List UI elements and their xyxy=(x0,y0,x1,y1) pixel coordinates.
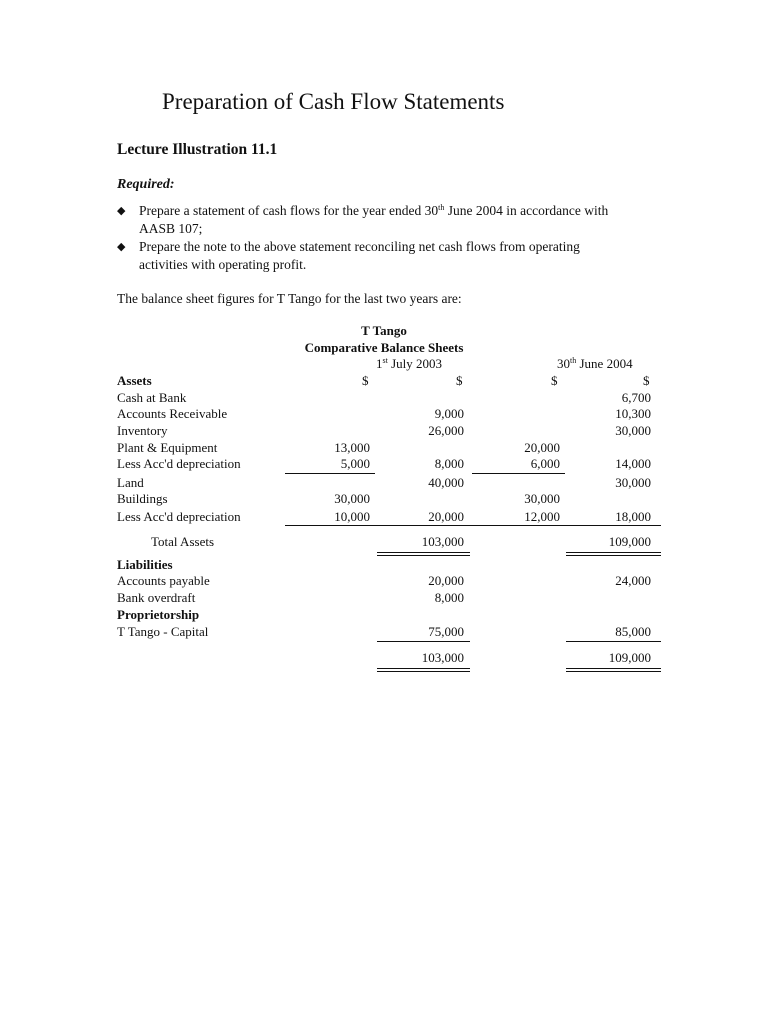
grand-total-2004: 109,000 xyxy=(608,650,651,665)
row-label: Less Acc'd depreciation xyxy=(117,456,241,471)
row-value: 10,300 xyxy=(615,406,651,421)
row-value: 30,000 xyxy=(615,475,651,490)
row-value: 24,000 xyxy=(615,573,651,588)
entity-name: T Tango xyxy=(361,323,407,338)
row-value: 9,000 xyxy=(434,406,464,421)
section-liabilities: Liabilities xyxy=(117,557,173,572)
row-value: 13,000 xyxy=(334,440,370,455)
row-value: 20,000 xyxy=(428,509,464,524)
table-heading: Comparative Balance Sheets xyxy=(304,340,464,355)
double-rule xyxy=(377,552,470,553)
underline-rule xyxy=(285,473,375,474)
underline-rule xyxy=(472,473,565,474)
bullet-1-line-2: AASB 107; xyxy=(139,221,203,236)
row-value: 5,000 xyxy=(340,456,370,471)
row-value: 12,000 xyxy=(524,509,560,524)
row-value: 10,000 xyxy=(334,509,370,524)
row-label: Land xyxy=(117,475,144,490)
lecture-illustration-heading: Lecture Illustration 11.1 xyxy=(117,141,278,158)
bullet-1-line-1: Prepare a statement of cash flows for the year ended 30th June 2004 in accordance with xyxy=(139,203,609,218)
underline-rule xyxy=(566,641,661,642)
row-value: 18,000 xyxy=(615,509,651,524)
column-date-2004: 30th June 2004 xyxy=(557,356,633,371)
row-label: Inventory xyxy=(117,423,168,438)
bullet-2-line-1: Prepare the note to the above statement reconciling net cash flows from operating xyxy=(139,239,580,254)
double-rule xyxy=(566,671,661,672)
total-assets-label: Total Assets xyxy=(151,534,215,549)
double-rule xyxy=(377,555,470,556)
currency-col-2: $ xyxy=(456,373,463,388)
section-assets: Assets xyxy=(117,373,152,388)
row-value: 26,000 xyxy=(428,423,464,438)
row-value: 75,000 xyxy=(428,624,464,639)
total-assets-2004: 109,000 xyxy=(608,534,651,549)
row-value: 85,000 xyxy=(615,624,651,639)
row-label: T Tango - Capital xyxy=(117,624,209,639)
total-assets-2003: 103,000 xyxy=(421,534,464,549)
row-label: Bank overdraft xyxy=(117,590,196,605)
row-value: 14,000 xyxy=(615,456,651,471)
bullet-2-line-2: activities with operating profit. xyxy=(139,257,307,272)
diamond-bullet-icon: ◆ xyxy=(117,241,126,253)
row-label: Buildings xyxy=(117,491,168,506)
row-label: Cash at Bank xyxy=(117,390,187,405)
currency-col-4: $ xyxy=(643,373,650,388)
row-value: 20,000 xyxy=(524,440,560,455)
double-rule xyxy=(566,555,661,556)
row-value: 6,700 xyxy=(621,390,651,405)
row-value: 30,000 xyxy=(524,491,560,506)
double-rule xyxy=(566,552,661,553)
row-value: 40,000 xyxy=(428,475,464,490)
required-label: Required: xyxy=(117,177,175,192)
row-label: Accounts payable xyxy=(117,573,210,588)
diamond-bullet-icon: ◆ xyxy=(117,205,126,217)
row-label: Plant & Equipment xyxy=(117,440,218,455)
intro-text: The balance sheet figures for T Tango for the last two years are: xyxy=(117,291,462,306)
row-value: 8,000 xyxy=(434,456,464,471)
row-value: 6,000 xyxy=(530,456,560,471)
double-rule xyxy=(377,671,470,672)
row-label: Less Acc'd depreciation xyxy=(117,509,241,524)
underline-rule xyxy=(377,641,470,642)
grand-total-2003: 103,000 xyxy=(421,650,464,665)
column-date-2003: 1st July 2003 xyxy=(376,356,443,371)
row-value: 30,000 xyxy=(334,491,370,506)
underline-rule xyxy=(285,525,661,526)
row-label: Accounts Receivable xyxy=(117,406,228,421)
row-value: 8,000 xyxy=(434,590,464,605)
double-rule xyxy=(377,668,470,669)
page-title: Preparation of Cash Flow Statements xyxy=(162,89,505,114)
currency-col-3: $ xyxy=(551,373,558,388)
row-value: 30,000 xyxy=(615,423,651,438)
currency-col-1: $ xyxy=(362,373,369,388)
section-proprietorship: Proprietorship xyxy=(117,607,200,622)
double-rule xyxy=(566,668,661,669)
row-value: 20,000 xyxy=(428,573,464,588)
